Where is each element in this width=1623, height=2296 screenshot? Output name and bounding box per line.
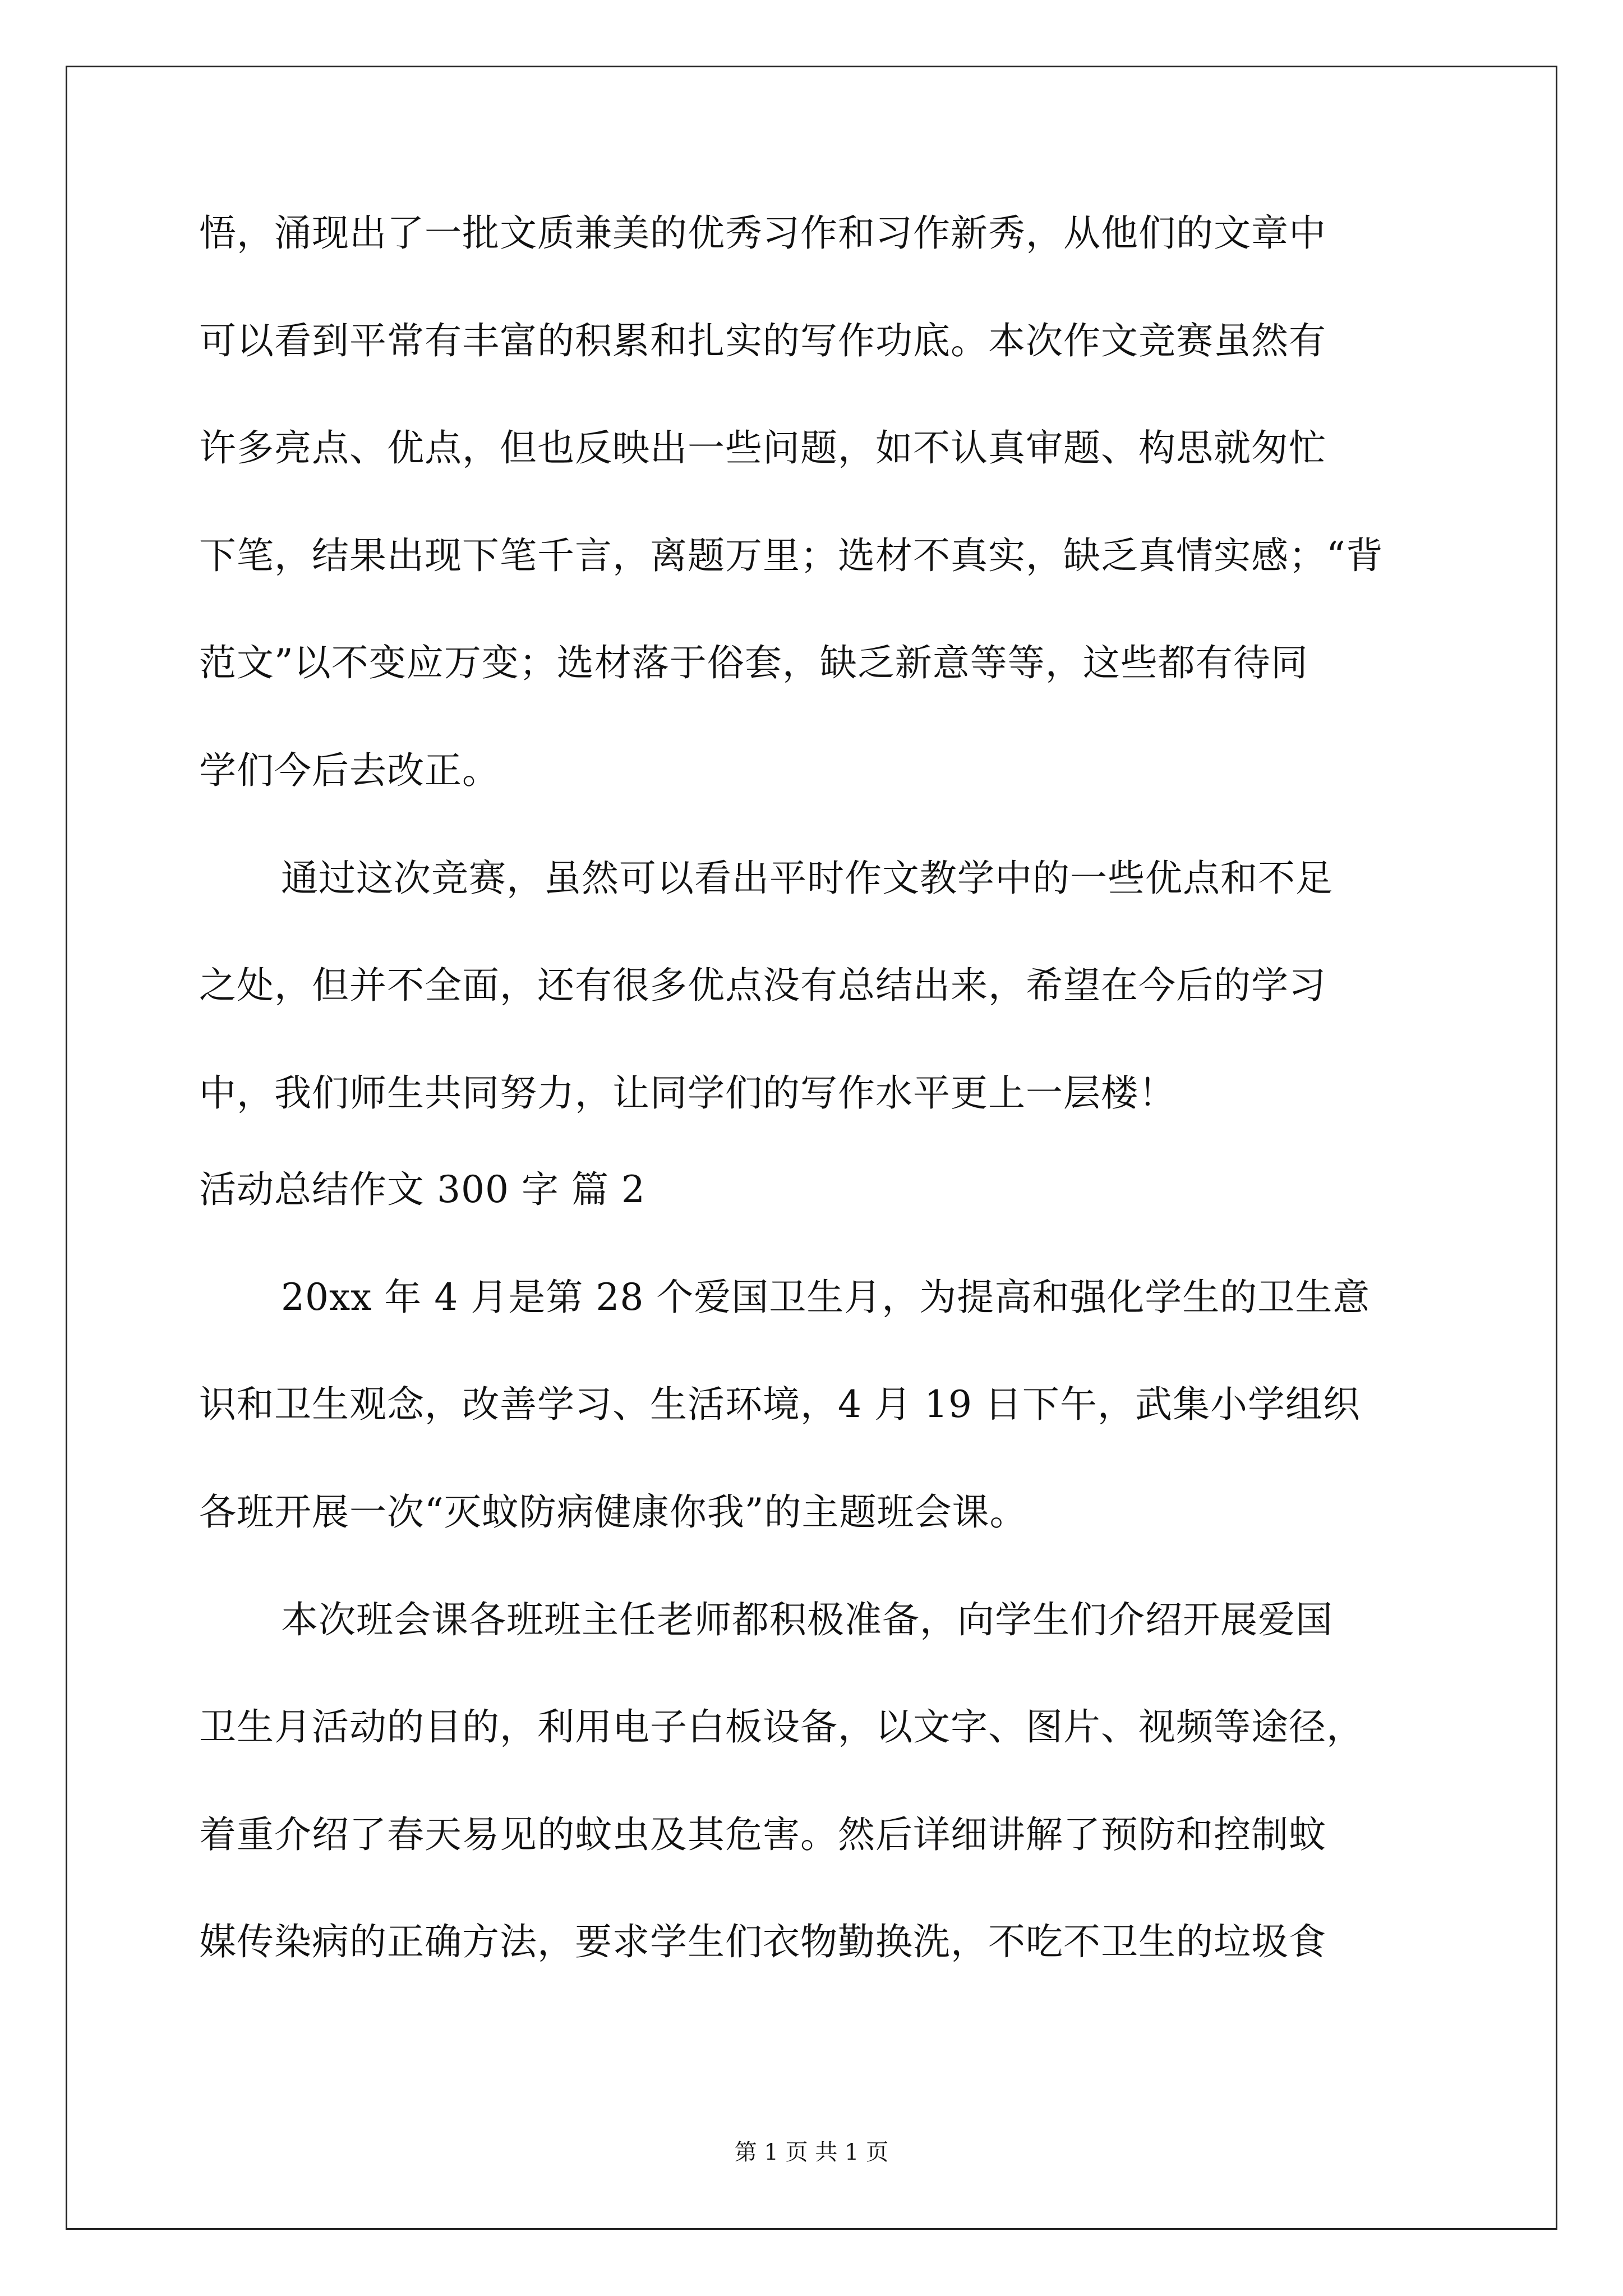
text-line: 悟，涌现出了一批文质兼美的优秀习作和习作新秀，从他们的文章中: [199, 211, 1326, 255]
text-line: 可以看到平常有丰富的积累和扎实的写作功底。本次作文竞赛虽然有: [199, 319, 1326, 362]
text-line: 卫生月活动的目的，利用电子白板设备，以文字、图片、视频等途径，: [199, 1705, 1364, 1749]
page-border: [66, 66, 1557, 2230]
text-line: 范文”以不变应万变；选材落于俗套，缺乏新意等等，这些都有待同: [199, 641, 1308, 684]
page-footer: 第 1 页 共 1 页: [734, 2139, 889, 2165]
text-line: 中，我们师生共同努力，让同学们的写作水平更上一层楼！: [199, 1071, 1176, 1115]
text-line: 许多亮点、优点，但也反映出一些问题，如不认真审题、构思就匆忙: [199, 426, 1326, 470]
text-line: 媒传染病的正确方法，要求学生们衣物勤换洗，不吃不卫生的垃圾食: [199, 1920, 1326, 1963]
text-line: 学们今后去改正。: [199, 749, 500, 792]
text-line: 20xx 年 4 月是第 28 个爱国卫生月，为提高和强化学生的卫生意: [281, 1276, 1371, 1319]
text-line: 着重介绍了春天易见的蚊虫及其危害。然后详细讲解了预防和控制蚊: [199, 1813, 1326, 1856]
text-line: 通过这次竞赛，虽然可以看出平时作文教学中的一些优点和不足: [281, 857, 1333, 900]
text-line: 下笔，结果出现下笔千言，离题万里；选材不真实，缺乏真情实感；“背: [199, 534, 1384, 577]
text-line: 识和卫生观念，改善学习、生活环境，4 月 19 日下午，武集小学组织: [199, 1383, 1361, 1426]
text-line: 本次班会课各班班主任老师都积极准备，向学生们介绍开展爱国: [281, 1598, 1333, 1641]
text-line: 之处，但并不全面，还有很多优点没有总结出来，希望在今后的学习: [199, 964, 1326, 1007]
section-heading: 活动总结作文 300 字 篇 2: [199, 1168, 645, 1211]
text-line: 各班开展一次“灭蚊防病健康你我”的主题班会课。: [199, 1490, 1027, 1534]
